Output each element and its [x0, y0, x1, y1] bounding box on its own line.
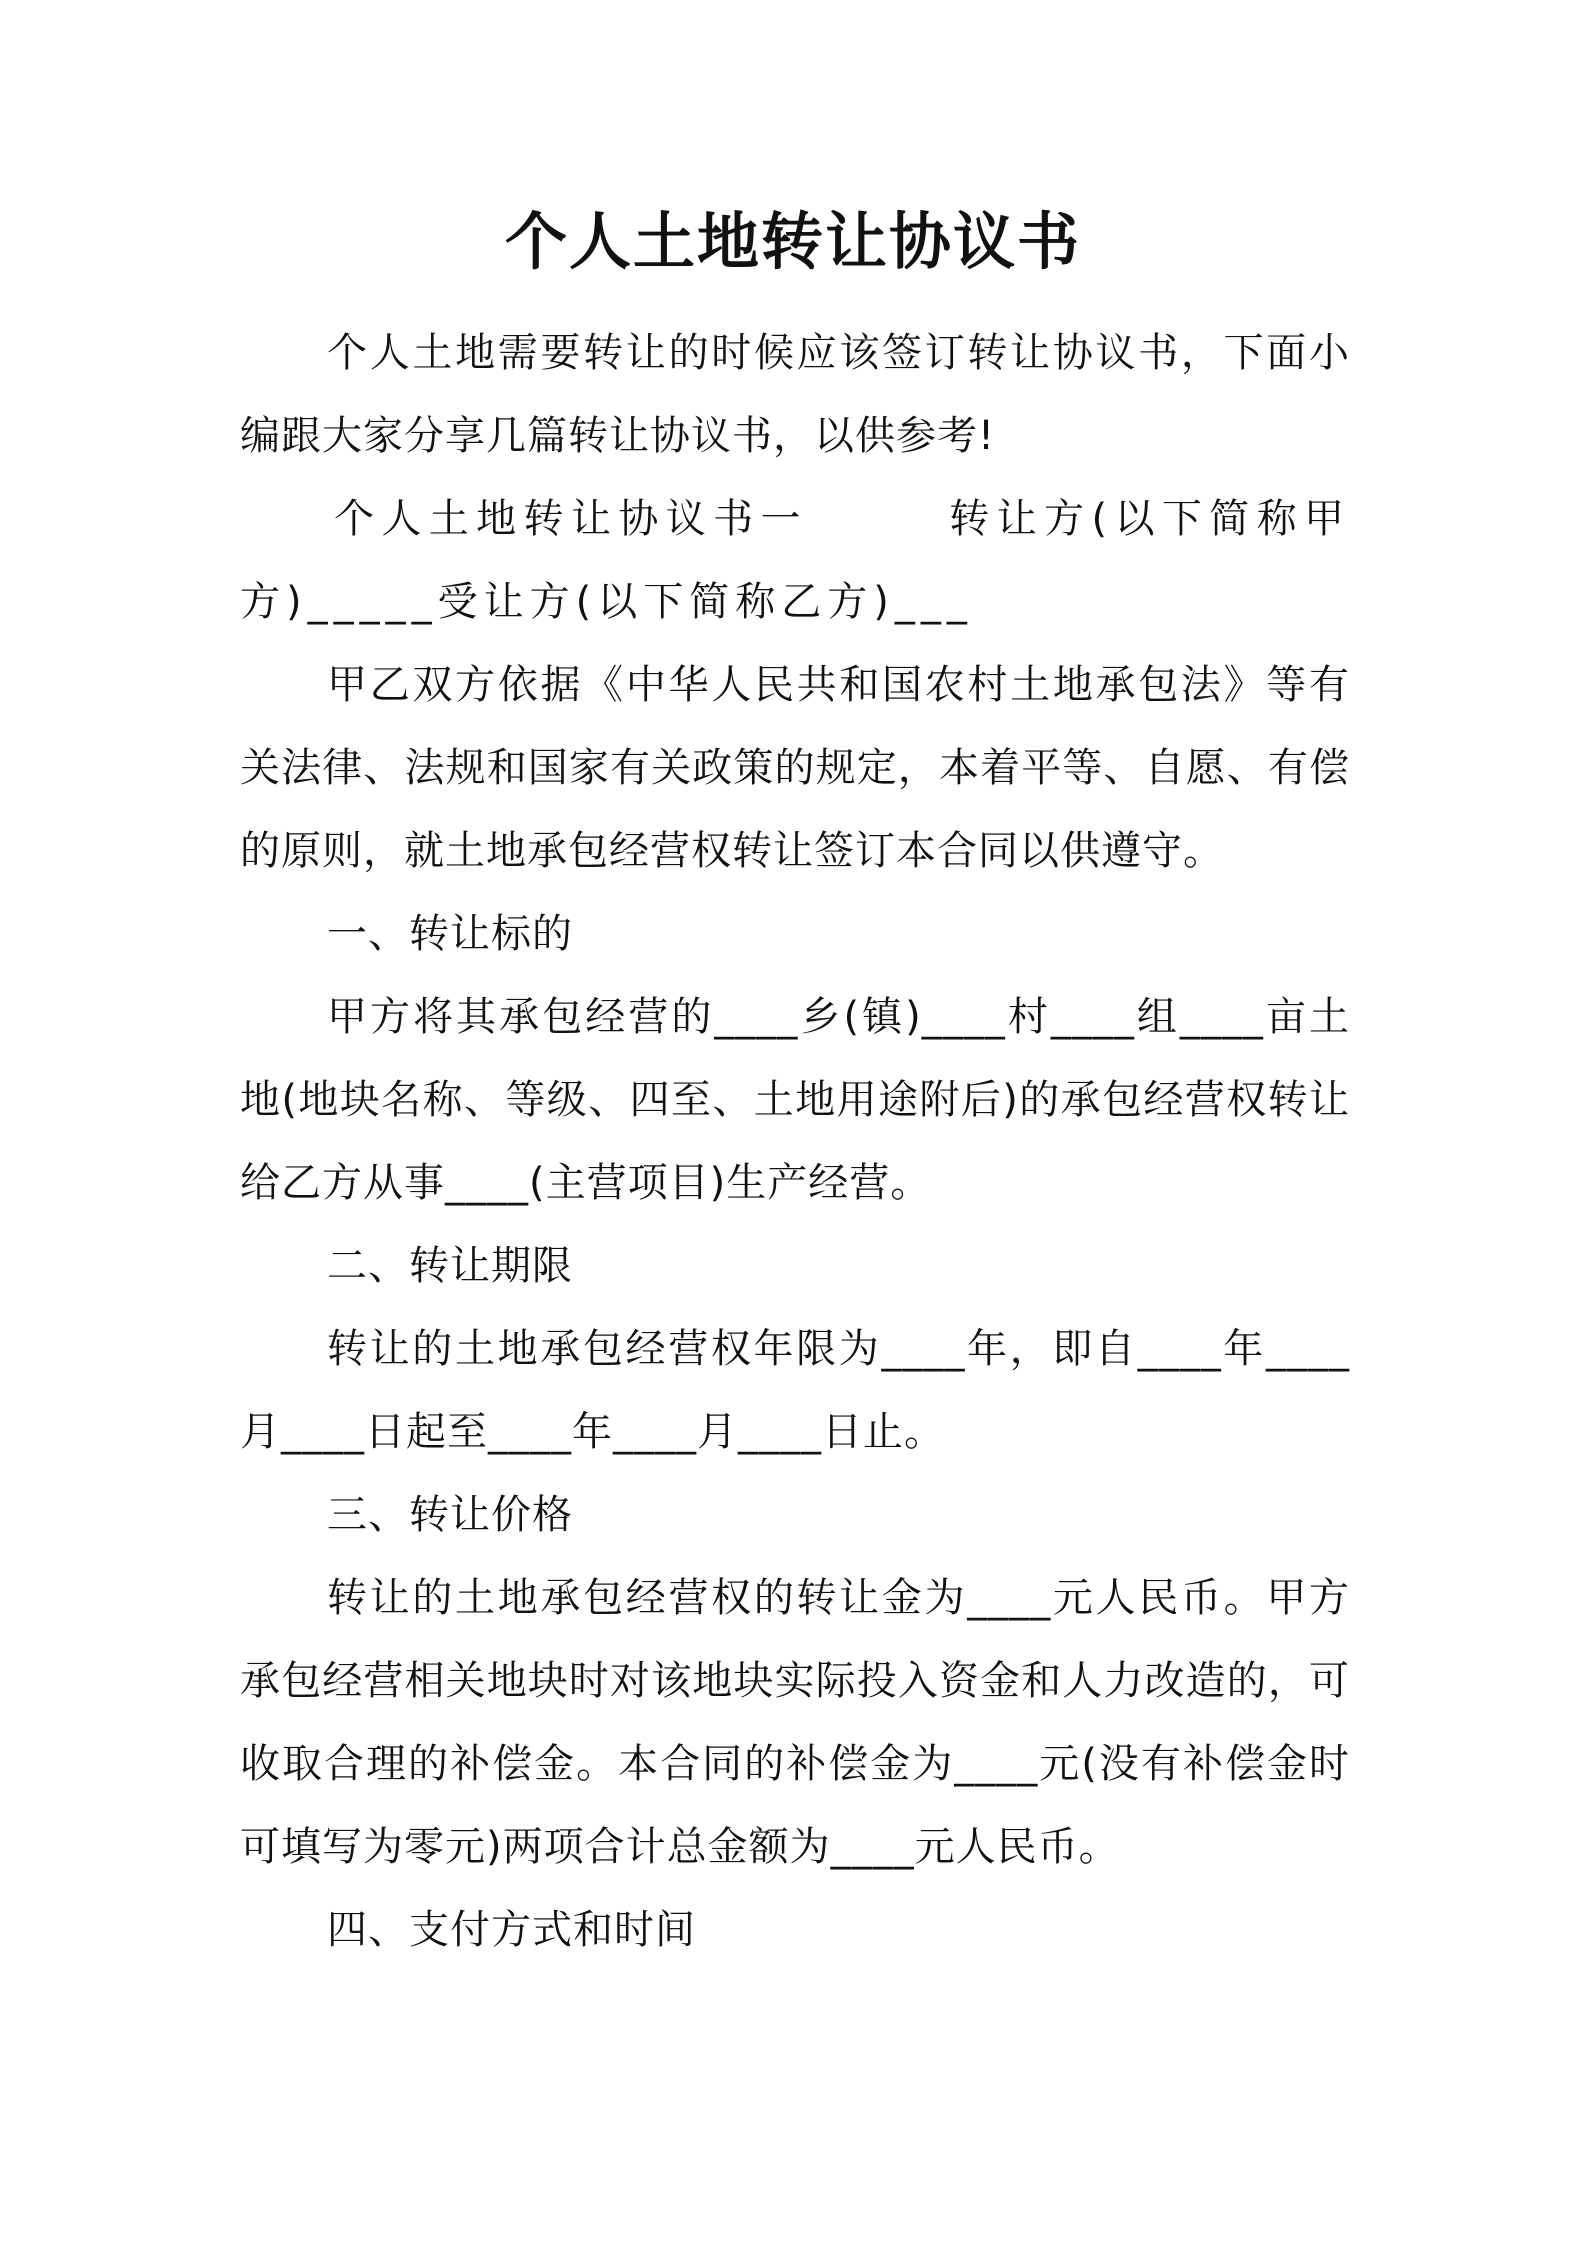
document-body	[240, 312, 1350, 1972]
parties-line: 转让方(以下简称甲方)_____受让方(以下简称乙方)___	[240, 496, 1350, 625]
section-2-heading: 二、转让期限	[327, 1243, 573, 1289]
section-1-text: 甲方将其承包经营的____乡(镇)____村____组____亩土地(地块名称、等级、四至、土地用途附后)的承包经营权转让给乙方从事____(主营项目)生产经营。	[240, 994, 1350, 1206]
section-3-text: 转让的土地承包经营权的转让金为____元人民币。甲方承包经营相关地块时对该地块实际投入资金和人力改造的，可收取合理的补偿金。本合同的补偿金为____元(没有补偿金时可填写为零元)两项合计总金额为____元人民币。	[240, 1575, 1350, 1870]
basis-paragraph: 甲乙双方依据《中华人民共和国农村土地承包法》等有关法律、法规和国家有关政策的规定，本着平等、自愿、有偿的原则，就土地承包经营权转让签订本合同以供遵守。	[240, 662, 1350, 874]
agreement-subtitle-paragraph	[240, 478, 1350, 644]
section-2-text: 转让的土地承包经营权年限为____年，即自____年____月____日起至____年____月____日止。	[240, 1326, 1350, 1455]
section-4-heading: 四、支付方式和时间	[327, 1907, 696, 1953]
document-title: 个人土地转让协议书	[504, 205, 1081, 278]
section-3-heading: 三、转让价格	[327, 1492, 573, 1538]
intro-paragraph: 个人土地需要转让的时候应该签订转让协议书，下面小编跟大家分享几篇转让协议书，以供参考!	[240, 330, 1350, 459]
agreement-subtitle: 个人土地转让协议书一	[334, 496, 808, 542]
section-1-heading: 一、转让标的	[327, 911, 573, 957]
